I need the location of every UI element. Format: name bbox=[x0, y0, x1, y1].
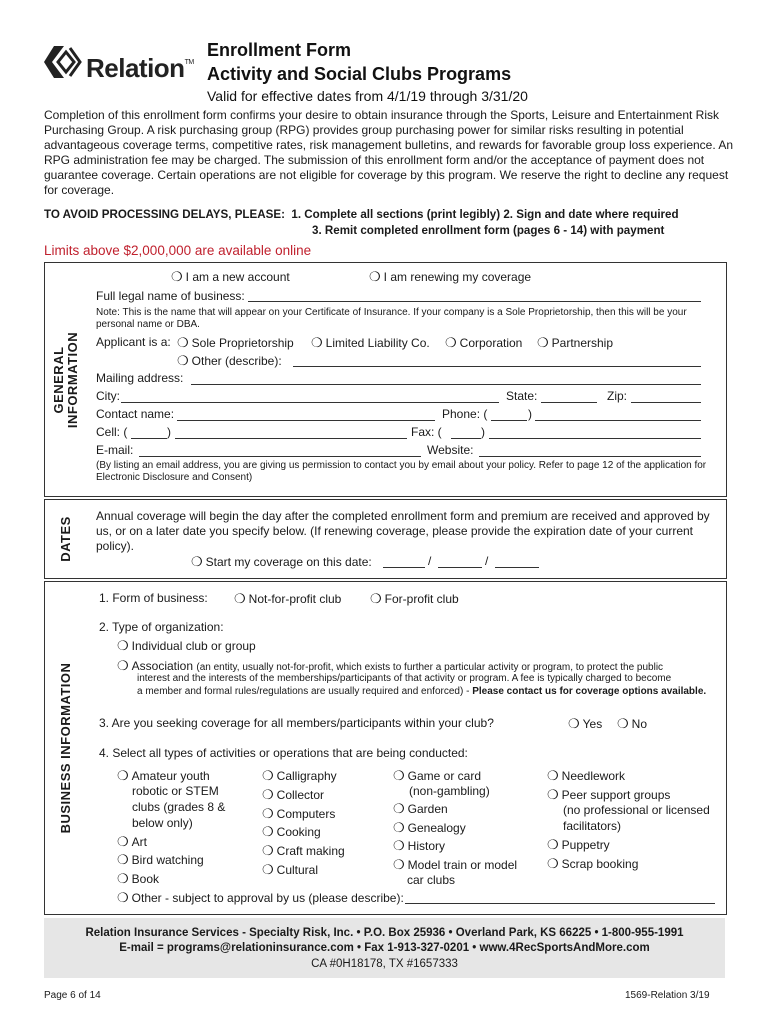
option-label: Other (describe): bbox=[191, 354, 282, 368]
zip-label: Zip: bbox=[607, 389, 628, 403]
limits-notice: Limits above $2,000,000 are available online bbox=[44, 243, 312, 258]
form-subtitle: Activity and Social Clubs Programs bbox=[207, 64, 512, 84]
game-card-option[interactable] bbox=[393, 768, 481, 784]
peer-support-option[interactable] bbox=[547, 787, 670, 803]
option-label: Start my coverage on this date: bbox=[205, 555, 372, 569]
start-coverage-option[interactable] bbox=[191, 554, 372, 570]
footer-email-fax: E-mail = programs@relationinsurance.com • Fax 1-913-327-0201 • www.4RecSportsAndMore.com bbox=[119, 942, 650, 954]
option-label: Scrap booking bbox=[561, 857, 639, 871]
amateur-youth-label-4: below only) bbox=[132, 816, 193, 830]
website-field[interactable] bbox=[479, 456, 701, 457]
option-label: Calligraphy bbox=[276, 769, 337, 783]
yes-option[interactable] bbox=[568, 716, 602, 732]
fax-area-field[interactable] bbox=[451, 438, 481, 439]
option-label: Limited Liability Co. bbox=[325, 336, 430, 350]
checkbox-icon: ❍ bbox=[393, 857, 405, 872]
start-year-field[interactable] bbox=[495, 567, 539, 568]
checkbox-icon: ❍ bbox=[393, 801, 405, 816]
processing-instructions-2: 3. Remit completed enrollment form (pages 6 - 14) with payment bbox=[312, 224, 665, 237]
option-label: Cooking bbox=[276, 825, 321, 839]
checkbox-icon: ❍ bbox=[117, 871, 129, 886]
option-label: I am a new account bbox=[185, 270, 290, 284]
peer-support-label-3: facilitators) bbox=[563, 819, 622, 833]
option-label: I am renewing my coverage bbox=[383, 270, 532, 284]
association-description-3 bbox=[137, 686, 706, 697]
form-title: Enrollment Form bbox=[207, 40, 352, 60]
cell-label: Cell: ( bbox=[96, 425, 128, 439]
mailing-field[interactable] bbox=[191, 384, 701, 385]
corporation-option[interactable] bbox=[445, 335, 522, 351]
new-account-option[interactable] bbox=[171, 269, 290, 285]
model-train-option[interactable] bbox=[393, 857, 517, 873]
art-option[interactable] bbox=[117, 834, 147, 850]
checkbox-icon: ❍ bbox=[262, 824, 274, 839]
section-band bbox=[45, 263, 87, 496]
option-label: Peer support groups bbox=[561, 788, 671, 802]
cooking-option[interactable] bbox=[262, 824, 321, 840]
relation-logo-mark-icon bbox=[44, 44, 82, 80]
checkbox-icon: ❍ bbox=[617, 716, 629, 731]
phone-paren: ) bbox=[528, 407, 532, 421]
option-label: Not-for-profit club bbox=[248, 592, 342, 606]
dates-band-label: DATES bbox=[58, 516, 73, 562]
checkbox-icon: ❍ bbox=[262, 787, 274, 802]
option-label: Genealogy bbox=[407, 821, 466, 835]
footer-contact-box bbox=[44, 918, 725, 978]
checkbox-icon: ❍ bbox=[547, 768, 559, 783]
needlework-option[interactable] bbox=[547, 768, 625, 784]
option-label: Puppetry bbox=[561, 838, 610, 852]
collector-option[interactable] bbox=[262, 787, 324, 803]
cell-paren: ) bbox=[167, 425, 171, 439]
option-label: Yes bbox=[582, 717, 603, 731]
state-field[interactable] bbox=[541, 402, 597, 403]
intro-paragraph: Completion of this enrollment form confirms your desire to obtain insurance through the Sports, Leisure and Entertainment Risk Purchasing Group. A risk purchasing group (RPG) provides group purchasing power for similar risks resulting in potential advantageous coverage terms, competitive rates, risk management bulletins, and rewards for favorable group loss experience. An RPG administration fee may be charged. The submission of this enrollment form and/or the acceptance of payment does not guarantee coverage. Certain operations are not eligible for coverage by this program. We reserve the right to decline any request for coverage. bbox=[44, 108, 734, 197]
craft-making-option[interactable] bbox=[262, 843, 345, 859]
amateur-youth-option[interactable] bbox=[117, 768, 210, 784]
legal-name-note: Note: This is the name that will appear on your Certificate of Insurance. If your company is a Sole Proprietorship, then this will be your personal name or DBA. bbox=[96, 307, 687, 330]
cell-area-field[interactable] bbox=[131, 438, 167, 439]
association-description-text: a member and formal rules/regulations are usually required and enforced) - bbox=[137, 686, 470, 697]
option-label: Sole Proprietorship bbox=[191, 336, 294, 350]
checkbox-icon: ❍ bbox=[117, 852, 129, 867]
checkbox-icon: ❍ bbox=[393, 820, 405, 835]
option-label: Individual club or group bbox=[131, 639, 256, 653]
checkbox-icon: ❍ bbox=[171, 269, 183, 284]
option-label: Model train or model bbox=[407, 858, 518, 872]
state-label: State: bbox=[506, 389, 538, 403]
other-type-field[interactable] bbox=[293, 366, 701, 367]
checkbox-icon: ❍ bbox=[547, 837, 559, 852]
checkbox-icon: ❍ bbox=[369, 269, 381, 284]
peer-support-label-2: (no professional or licensed bbox=[563, 803, 710, 817]
option-label: Game or card bbox=[407, 769, 482, 783]
option-label: Needlework bbox=[561, 769, 626, 783]
fax-label: Fax: ( bbox=[411, 425, 442, 439]
fax-paren: ) bbox=[481, 425, 485, 439]
for-profit-option[interactable] bbox=[370, 591, 459, 607]
email-field[interactable] bbox=[139, 456, 421, 457]
scrap-booking-option[interactable] bbox=[547, 856, 638, 872]
checkbox-icon: ❍ bbox=[117, 890, 129, 905]
amateur-youth-label-3: clubs (grades 8 & bbox=[132, 800, 226, 814]
contact-field[interactable] bbox=[177, 420, 435, 421]
checkbox-icon: ❍ bbox=[117, 768, 129, 783]
association-description-2: interest and the interests of the memberships/participants of that activity or program. A fee is typically charged to become bbox=[137, 673, 672, 684]
option-label: Garden bbox=[407, 802, 448, 816]
mailing-label: Mailing address: bbox=[96, 371, 184, 385]
garden-option[interactable] bbox=[393, 801, 448, 817]
business-information-section bbox=[44, 581, 727, 915]
footer-address: Relation Insurance Services - Specialty Risk, Inc. • P.O. Box 25936 • Overland Park, KS 66225 • 1-800-955-1991 bbox=[85, 927, 684, 939]
option-label: Other - subject to approval by us (please describe): bbox=[131, 891, 404, 905]
option-label: Book bbox=[131, 872, 160, 886]
checkbox-icon: ❍ bbox=[262, 768, 274, 783]
checkbox-icon: ❍ bbox=[262, 862, 274, 877]
genealogy-option[interactable] bbox=[393, 820, 466, 836]
form-of-business-label: 1. Form of business: bbox=[99, 591, 208, 605]
option-label: No bbox=[631, 717, 647, 731]
fax-field[interactable] bbox=[489, 438, 701, 439]
checkbox-icon: ❍ bbox=[234, 591, 246, 606]
checkbox-icon: ❍ bbox=[262, 843, 274, 858]
checkbox-icon: ❍ bbox=[117, 834, 129, 849]
business-band-label: BUSINESS INFORMATION bbox=[58, 662, 73, 834]
individual-club-option[interactable] bbox=[117, 638, 256, 654]
cultural-option[interactable] bbox=[262, 862, 318, 878]
computers-option[interactable] bbox=[262, 806, 335, 822]
form-code: 1569-Relation 3/19 bbox=[625, 990, 710, 1001]
not-for-profit-option[interactable] bbox=[234, 591, 341, 607]
checkbox-icon: ❍ bbox=[393, 838, 405, 853]
date-slash: / bbox=[485, 554, 489, 568]
option-label: Collector bbox=[276, 788, 325, 802]
checkbox-icon: ❍ bbox=[370, 591, 382, 606]
all-members-question: 3. Are you seeking coverage for all members/participants within your club? bbox=[99, 716, 494, 730]
phone-field[interactable] bbox=[535, 420, 701, 421]
game-card-label-2: (non-gambling) bbox=[409, 784, 490, 798]
option-label: Art bbox=[131, 835, 147, 849]
phone-label: Phone: ( bbox=[442, 407, 488, 421]
dates-description: Annual coverage will begin the day after the completed enrollment form and premium are received and approved by us, or on a later date you specify below. (If renewing coverage, please provide the expiration date of your current policy). bbox=[96, 509, 710, 553]
legal-name-field[interactable] bbox=[248, 301, 701, 302]
book-option[interactable] bbox=[117, 871, 159, 887]
other-activity-field[interactable] bbox=[405, 903, 715, 904]
puppetry-option[interactable] bbox=[547, 837, 610, 853]
checkbox-icon: ❍ bbox=[537, 335, 549, 350]
model-train-label-2: car clubs bbox=[407, 873, 456, 887]
option-label: Craft making bbox=[276, 844, 345, 858]
checkbox-icon: ❍ bbox=[117, 658, 129, 673]
amateur-youth-label-2: robotic or STEM bbox=[132, 784, 219, 798]
checkbox-icon: ❍ bbox=[445, 335, 457, 350]
section-band bbox=[45, 582, 87, 914]
checkbox-icon: ❍ bbox=[177, 353, 189, 368]
association-description: (an entity, usually not-for-profit, which exists to further a particular activity or program, to protect the public bbox=[196, 662, 664, 673]
checkbox-icon: ❍ bbox=[117, 638, 129, 653]
checkbox-icon: ❍ bbox=[568, 716, 580, 731]
option-label: History bbox=[407, 839, 445, 853]
option-label: For-profit club bbox=[384, 592, 459, 606]
website-label: Website: bbox=[427, 443, 474, 457]
checkbox-icon: ❍ bbox=[393, 768, 405, 783]
city-field[interactable] bbox=[121, 402, 499, 403]
history-option[interactable] bbox=[393, 838, 445, 854]
type-of-organization-label: 2. Type of organization: bbox=[99, 620, 224, 634]
email-label: E-mail: bbox=[96, 443, 134, 457]
phone-area-field[interactable] bbox=[491, 420, 527, 421]
association-option[interactable] bbox=[117, 658, 663, 674]
checkbox-icon: ❍ bbox=[177, 335, 189, 350]
checkbox-icon: ❍ bbox=[547, 787, 559, 802]
valid-dates: Valid for effective dates from 4/1/19 through 3/31/20 bbox=[207, 88, 528, 104]
general-band-label: GENERAL INFORMATION bbox=[51, 331, 80, 428]
checkbox-icon: ❍ bbox=[191, 554, 203, 569]
activities-question: 4. Select all types of activities or operations that are being conducted: bbox=[99, 746, 468, 760]
option-label: Partnership bbox=[551, 336, 614, 350]
page-number: Page 6 of 14 bbox=[44, 990, 101, 1001]
checkbox-icon: ❍ bbox=[311, 335, 323, 350]
no-option[interactable] bbox=[617, 716, 647, 732]
contact-label: Contact name: bbox=[96, 407, 175, 421]
start-month-field[interactable] bbox=[383, 567, 425, 568]
zip-field[interactable] bbox=[631, 402, 701, 403]
start-day-field[interactable] bbox=[438, 567, 482, 568]
option-label: Association bbox=[131, 659, 194, 673]
partnership-option[interactable] bbox=[537, 335, 613, 351]
checkbox-icon: ❍ bbox=[262, 806, 274, 821]
applicant-label: Applicant is a: bbox=[96, 335, 171, 349]
legal-name-label: Full legal name of business: bbox=[96, 289, 245, 303]
option-label: Amateur youth bbox=[131, 769, 210, 783]
llc-option[interactable] bbox=[311, 335, 430, 351]
general-information-section bbox=[44, 262, 727, 497]
relation-logo: Relation™ bbox=[86, 53, 194, 83]
option-label: Cultural bbox=[276, 863, 319, 877]
option-label: Corporation bbox=[459, 336, 523, 350]
footer-license: CA #0H18178, TX #1657333 bbox=[311, 958, 458, 970]
renewing-option[interactable] bbox=[369, 269, 531, 285]
section-band bbox=[45, 500, 87, 578]
cell-field[interactable] bbox=[175, 438, 407, 439]
coverage-options-note: Please contact us for coverage options available. bbox=[472, 686, 707, 697]
checkbox-icon: ❍ bbox=[547, 856, 559, 871]
dates-section bbox=[44, 499, 727, 579]
option-label: Bird watching bbox=[131, 853, 204, 867]
city-label: City: bbox=[96, 389, 120, 403]
other-activity-option[interactable] bbox=[117, 890, 404, 906]
other-type-option[interactable] bbox=[177, 353, 282, 369]
date-slash: / bbox=[428, 554, 432, 568]
sole-proprietorship-option[interactable] bbox=[177, 335, 294, 351]
processing-instructions: TO AVOID PROCESSING DELAYS, PLEASE: 1. Complete all sections (print legibly) 2. Sign and date where required bbox=[44, 208, 679, 221]
option-label: Computers bbox=[276, 807, 336, 821]
email-consent-note: (By listing an email address, you are giving us permission to contact you by email about your policy. Refer to page 12 of the application for Electronic Disclosure and Consent) bbox=[96, 460, 707, 483]
bird-watching-option[interactable] bbox=[117, 852, 204, 868]
calligraphy-option[interactable] bbox=[262, 768, 337, 784]
